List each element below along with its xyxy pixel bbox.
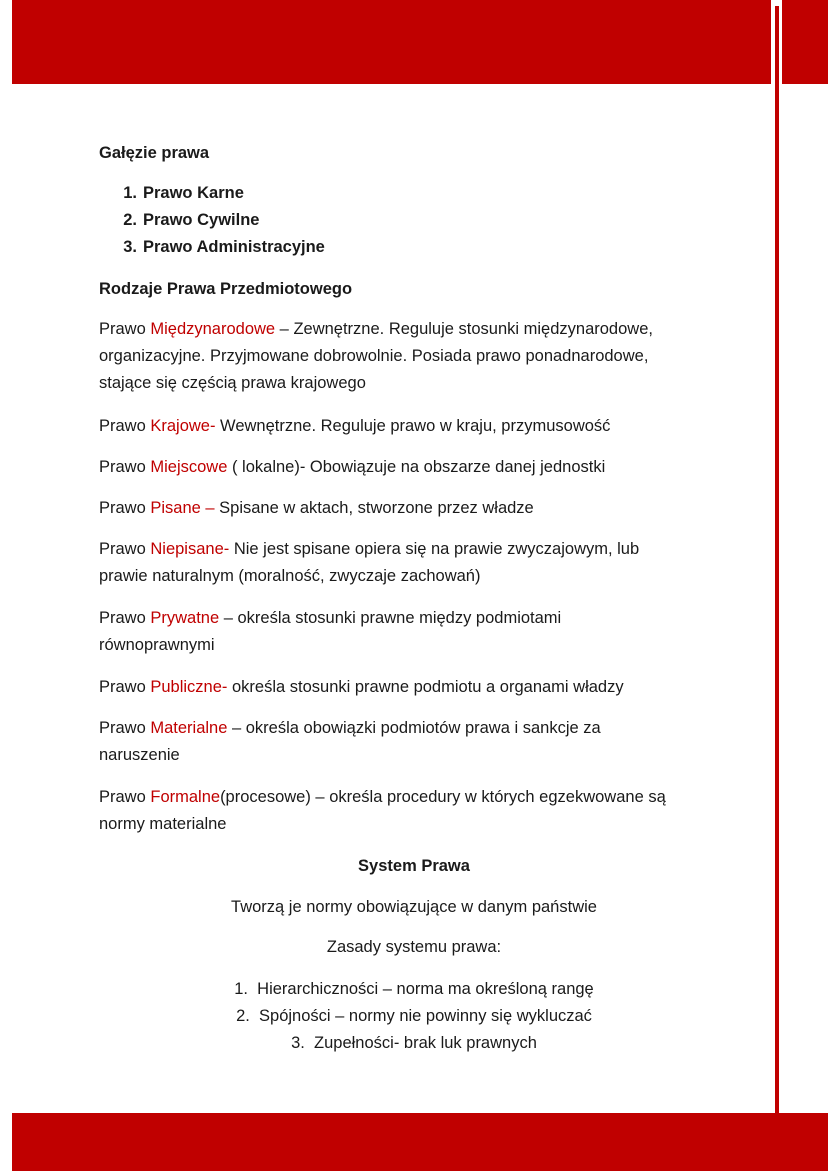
law-type-national: Prawo Krajowe- Wewnętrzne. Reguluje prawo w kraju, przymusowość	[99, 417, 611, 435]
system-rule: 3. Zupełności- brak luk prawnych	[291, 1034, 537, 1052]
system-heading: System Prawa	[358, 857, 470, 875]
branch-item: 1. Prawo Karne	[123, 184, 244, 202]
header-band	[12, 0, 828, 84]
footer-band	[12, 1113, 828, 1171]
branch-item: 2. Prawo Cywilne	[123, 211, 260, 229]
system-rule: 2. Spójności – normy nie powinny się wykluczać	[236, 1007, 592, 1025]
types-heading: Rodzaje Prawa Przedmiotowego	[99, 280, 353, 298]
system-rule: 1. Hierarchiczności – norma ma określoną rangę	[234, 980, 594, 998]
law-type-formal: Prawo Formalne(procesowe) – określa procedury w których egzekwowane są normy materialne	[99, 788, 666, 833]
law-type-international: Prawo Międzynarodowe – Zewnętrzne. Reguluje stosunki międzynarodowe, organizacyjne. Przyjmowane dobrowolnie. Posiada prawo ponadnarodowe, stające się częścią prawa krajowego	[99, 320, 653, 392]
system-intro: Tworzą je normy obowiązujące w danym państwie	[231, 898, 597, 916]
law-type-unwritten: Prawo Niepisane- Nie jest spisane opiera się na prawie zwyczajowym, lub prawie naturalnym (moralność, zwyczaje zachowań)	[99, 540, 640, 585]
law-type-written: Prawo Pisane – Spisane w aktach, stworzone przez władze	[99, 499, 534, 517]
law-type-local: Prawo Miejscowe ( lokalne)- Obowiązuje na obszarze danej jednostki	[99, 458, 606, 476]
law-type-public: Prawo Publiczne- określa stosunki prawne podmiotu a organami władzy	[99, 678, 624, 696]
law-type-material: Prawo Materialne – określa obowiązki podmiotów prawa i sankcje za naruszenie	[99, 719, 601, 764]
branches-heading: Gałęzie prawa	[99, 144, 210, 162]
branch-item: 3. Prawo Administracyjne	[123, 238, 325, 256]
system-rules-heading: Zasady systemu prawa:	[326, 938, 502, 956]
margin-rule	[775, 6, 779, 1171]
law-type-private: Prawo Prywatne – określa stosunki prawne między podmiotami równoprawnymi	[99, 609, 562, 654]
